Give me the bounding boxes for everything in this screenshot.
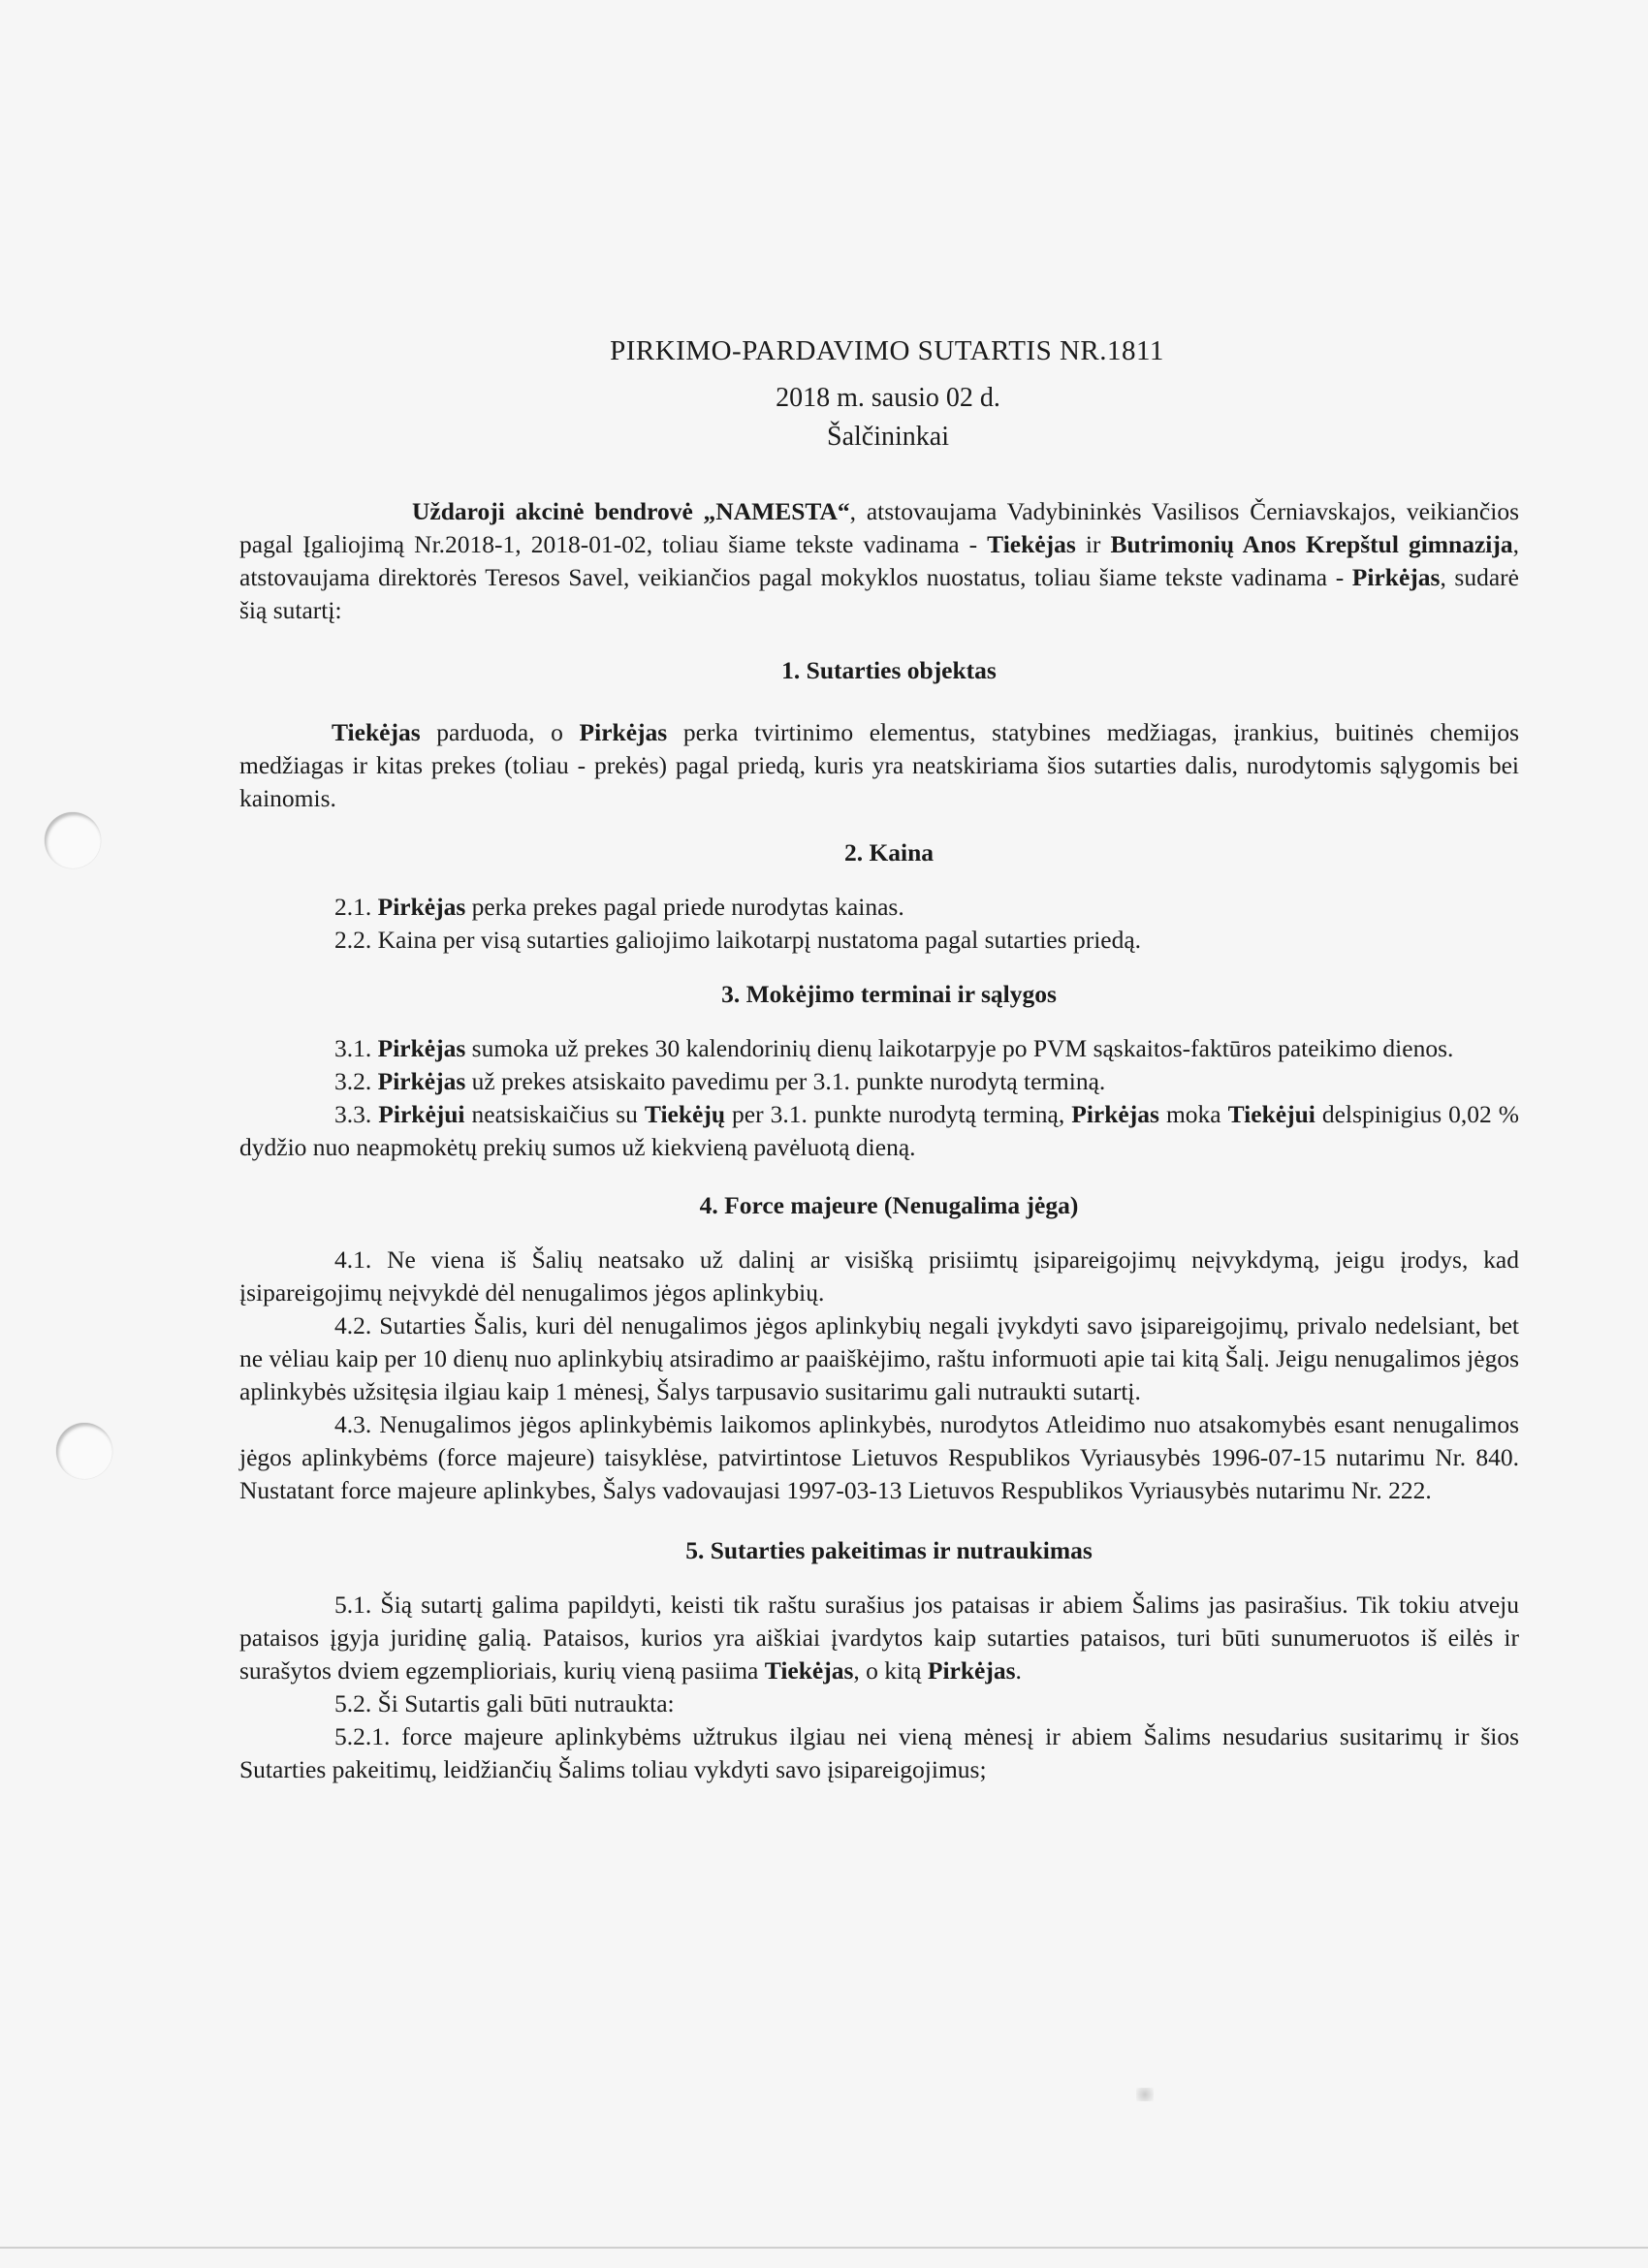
s1-seller: Tiekėjas [332, 718, 421, 746]
intro-seller-role: Tiekėjas [987, 530, 1076, 558]
clause-2-1-buyer: Pirkėjas [377, 893, 466, 921]
clause-4-3: 4.3. Nenugalimos jėgos aplinkybėmis laikomos aplinkybės, nurodytos Atleidimo nuo atsakomybės esant nenugalimos jėgos aplinkybėms (force majeure) taisyklėse, patvirtintose Lietuvos Respublikos Vyriausybės 1996-07-15 nutarimu Nr. 840. Nustatant force majeure aplinkybes, Šalys vadovaujasi 1997-03-13 Lietuvos Respublikos Vyriausybės nutarimu Nr. 222. [239, 1410, 1519, 1504]
clause-2-2: 2.2. Kaina per visą sutarties galiojimo laikotarpį nustatoma pagal sutarties priedą. [334, 926, 1142, 954]
clause-5-1-text-3: . [1015, 1656, 1022, 1685]
contract-place: Šalčininkai [827, 422, 949, 452]
clause-4-2: 4.2. Sutarties Šalis, kuri dėl nenugalimos jėgos aplinkybių negali įvykdyti savo įsipareigojimų, privalo nedelsiant, bet ne vėliau kaip per 10 dienų nuo aplinkybių atsiradimo ar paaiškėjimo, raštu informuoti apie tai kitą Šalį. Jeigu nenugalimos jėgos aplinkybės užsitęsia ilgiau kaip 1 mėnesį, Šalys tarpusavio susitarimu gali nutraukti sutartį. [239, 1311, 1519, 1405]
s1-buyer: Pirkėjas [579, 718, 668, 746]
intro-text-4: , sudarė šią sutartį: [239, 563, 1519, 624]
clause-2-1 [239, 891, 1519, 924]
clause-3-2-text: už prekes atsiskaito pavedimu per 3.1. punkte nurodytą terminą. [465, 1067, 1106, 1095]
section-5-heading: 5. Sutarties pakeitimas ir nutraukimas [685, 1536, 1093, 1564]
s1-text-2: perka tvirtinimo elementus, statybines medžiagas, įrankius, buitinės chemijos medžiagas ir kitas prekes (toliau - prekės) pagal priedą, kuris yra neatskiriama šios sutarties dalis, nurodytomis sąlygomis bei kainomis. [239, 718, 1519, 812]
clause-3-2 [239, 1065, 1519, 1098]
punch-hole-upper [45, 812, 101, 868]
clause-3-2-buyer: Pirkėjas [377, 1067, 466, 1095]
intro-text-2: ir [1075, 530, 1111, 558]
clause-2-1-text: perka prekes pagal priede nurodytas kainas. [465, 893, 904, 921]
page-bottom-edge [0, 2247, 1648, 2249]
clause-3-3 [239, 1098, 1519, 1164]
intro-text-3: , atstovaujama direktorės Teresos Savel, veikiančios pagal mokyklos nuostatus, toliau šiame tekste vadinama - [239, 530, 1519, 591]
clause-3-1 [239, 1032, 1519, 1065]
clause-5-2-1: 5.2.1. force majeure aplinkybėms užtrukus ilgiau nei vieną mėnesį ir abiem Šalims nesudarius susitarimų ir šios Sutarties pakeitimų, leidžiančių Šalims toliau vykdyti savo įsipareigojimus; [239, 1722, 1519, 1783]
clause-2-1-number: 2.1. [334, 893, 378, 921]
section-1-paragraph [239, 716, 1519, 815]
clause-5-1-text-2: , o kitą [853, 1656, 928, 1685]
clause-3-3-text-2: per 3.1. punkte nurodytą terminą, [725, 1100, 1072, 1128]
section-1-heading: 1. Sutarties objektas [781, 656, 997, 684]
contract-title: PIRKIMO-PARDAVIMO SUTARTIS NR.1811 [610, 335, 1164, 366]
intro-seller-name: Uždaroji akcinė bendrovė „NAMESTA“ [412, 497, 850, 525]
clause-3-2-number: 3.2. [334, 1067, 378, 1095]
clause-3-3-text-3: moka [1158, 1100, 1228, 1128]
intro-paragraph [239, 495, 1519, 627]
clause-3-3-number: 3.3. [334, 1100, 379, 1128]
clause-3-3-buyer: Pirkėjas [1071, 1100, 1159, 1128]
scan-smudge [1136, 2088, 1154, 2101]
clause-3-3-seller-genitive: Tiekėjų [644, 1100, 726, 1128]
clause-3-3-seller-dative: Tiekėjui [1227, 1100, 1315, 1128]
clause-5-1 [239, 1589, 1519, 1687]
clause-3-1-buyer: Pirkėjas [377, 1034, 466, 1062]
clause-4-1: 4.1. Ne viena iš Šalių neatsako už dalinį ar visišką prisiimtų įsipareigojimų neįvykdymą, jeigu įrodys, kad įsipareigojimų neįvykdė dėl nenugalimos jėgos aplinkybių. [239, 1245, 1519, 1307]
clause-3-3-text-4: delspinigius 0,02 % dydžio nuo neapmokėtų prekių sumos už kiekvieną pavėluotą dieną. [239, 1100, 1520, 1161]
s1-text-1: parduoda, o [420, 718, 580, 746]
intro-buyer-role: Pirkėjas [1351, 563, 1441, 591]
clause-5-1-seller: Tiekėjas [764, 1656, 854, 1685]
section-2-heading: 2. Kaina [843, 838, 935, 866]
intro-text-1: , atstovaujama Vadybininkės Vasilisos Černiavskajos, veikiančios pagal Įgaliojimą Nr.2018-1, 2018-01-02, toliau šiame tekste vadinama - [239, 497, 1520, 558]
clause-3-3-text-1: neatsiskaičius su [464, 1100, 645, 1128]
clause-3-1-text: sumoka už prekes 30 kalendorinių dienų laikotarpyje po PVM sąskaitos-faktūros pateikimo dienos. [465, 1034, 1454, 1062]
intro-buyer-name: Butrimonių Anos Krepštul gimnazija [1110, 530, 1513, 558]
clause-5-1-buyer: Pirkėjas [927, 1656, 1016, 1685]
clause-5-2: 5.2. Ši Sutartis gali būti nutraukta: [334, 1689, 675, 1717]
contract-body [239, 334, 1519, 1786]
clause-3-1-number: 3.1. [334, 1034, 378, 1062]
contract-date: 2018 m. sausio 02 d. [776, 383, 1000, 413]
section-4-heading: 4. Force majeure (Nenugalima jėga) [699, 1191, 1079, 1219]
punch-hole-lower [56, 1423, 112, 1479]
section-3-heading: 3. Mokėjimo terminai ir sąlygos [721, 980, 1057, 1008]
clause-5-1-text-1: 5.1. Šią sutartį galima papildyti, keisti tik raštu surašius jos pataisas ir abiem Šalims jas pasirašius. Tik tokiu atveju pataisos įgyja juridinę galią. Pataisos, kurios yra aiškiai įvardytos kaip sutarties pataisos, turi būti sunumeruotos iš eilės ir surašytos dviem egzemplioriais, kurių vieną pasiima [239, 1591, 1519, 1685]
clause-3-3-buyer-dative: Pirkėjui [378, 1100, 465, 1128]
